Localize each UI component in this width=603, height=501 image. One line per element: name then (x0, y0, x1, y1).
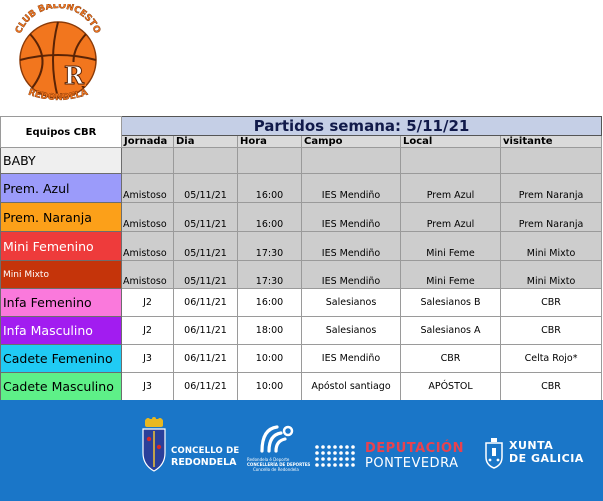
concello-line2: REDONDELA (171, 457, 237, 468)
logo-club-bottom-text: REDONDELA (26, 87, 90, 104)
dia-cell (174, 148, 238, 174)
deputacion-line1: DEPUTACIÓN (365, 441, 464, 456)
local-cell: Mini Feme (401, 232, 501, 261)
jornada-cell: Amistoso (122, 232, 174, 261)
visitante-cell (501, 148, 602, 174)
visitante-cell: CBR (501, 289, 602, 317)
dia-cell: 05/11/21 (174, 261, 238, 289)
campo-cell (302, 148, 401, 174)
campo-cell: Salesianos (302, 317, 401, 345)
dia-cell: 05/11/21 (174, 203, 238, 232)
visitante-cell: Mini Mixto (501, 232, 602, 261)
hora-cell (238, 148, 302, 174)
team-name-cell: Prem. Azul (1, 174, 122, 203)
deporte-line3: Concello de Redondela (253, 467, 299, 472)
teams-header: Equipos CBR (1, 117, 122, 148)
dia-cell: 06/11/21 (174, 373, 238, 401)
jornada-cell: Amistoso (122, 203, 174, 232)
local-cell: Salesianos B (401, 289, 501, 317)
team-name-cell: Mini Femenino (1, 232, 122, 261)
concello-line1: CONCELLO DE (171, 446, 240, 456)
table-row (1, 289, 602, 317)
campo-cell: Apóstol santiago (302, 373, 401, 401)
visitante-cell: Prem Naranja (501, 203, 602, 232)
jornada-cell: J3 (122, 373, 174, 401)
campo-cell: IES Mendiño (302, 203, 401, 232)
sponsor-footer (0, 400, 603, 501)
coat-of-arms-icon (141, 417, 167, 475)
local-cell: Prem Azul (401, 203, 501, 232)
table-row (1, 317, 602, 345)
deporte-line2: CONCELLERÍA DE DEPORTES (247, 462, 311, 467)
visitante-cell: CBR (501, 373, 602, 401)
basketball-logo-icon (4, 4, 112, 112)
dia-cell: 05/11/21 (174, 174, 238, 203)
hora-cell: 10:00 (238, 373, 302, 401)
team-name-cell: Infa Femenino (1, 289, 122, 317)
col-campo: Campo (302, 136, 401, 148)
campo-cell: IES Mendiño (302, 345, 401, 373)
table-row (1, 174, 602, 203)
team-name-cell: Cadete Femenino (1, 345, 122, 373)
table-row (1, 261, 602, 289)
hora-cell: 17:30 (238, 232, 302, 261)
jornada-cell: J2 (122, 317, 174, 345)
hora-cell: 10:00 (238, 345, 302, 373)
col-jornada: Jornada (122, 136, 174, 148)
jornada-cell (122, 148, 174, 174)
local-cell (401, 148, 501, 174)
team-name-cell: BABY (1, 148, 122, 174)
table-row (1, 203, 602, 232)
hora-cell: 16:00 (238, 174, 302, 203)
hora-cell: 16:00 (238, 289, 302, 317)
table-row (1, 148, 602, 174)
xunta-shield-icon (484, 437, 504, 469)
schedule-table (0, 116, 602, 401)
col-dia: Dia (174, 136, 238, 148)
dia-cell: 06/11/21 (174, 345, 238, 373)
visitante-cell: Celta Rojo* (501, 345, 602, 373)
hora-cell: 16:00 (238, 203, 302, 232)
dia-cell: 05/11/21 (174, 232, 238, 261)
jornada-cell: Amistoso (122, 174, 174, 203)
campo-cell: IES Mendiño (302, 261, 401, 289)
dia-cell: 06/11/21 (174, 289, 238, 317)
team-name-cell: Mini Mixto (1, 261, 122, 289)
local-cell: CBR (401, 345, 501, 373)
team-name-cell: Prem. Naranja (1, 203, 122, 232)
table-row (1, 345, 602, 373)
hora-cell: 18:00 (238, 317, 302, 345)
page-title: Partidos semana: 5/11/21 (122, 117, 602, 136)
title-row (1, 117, 602, 136)
xunta-line2: DE GALICIA (509, 452, 584, 465)
logo-club-top-text: CLUB BALONCESTO (14, 4, 102, 36)
club-logo (4, 4, 112, 112)
campo-cell: IES Mendiño (302, 232, 401, 261)
deporte-logo-icon (259, 423, 295, 455)
dia-cell: 06/11/21 (174, 317, 238, 345)
campo-cell: Salesianos (302, 289, 401, 317)
deputacion-line2: PONTEVEDRA (365, 456, 459, 471)
local-cell: Mini Feme (401, 261, 501, 289)
jornada-cell: J3 (122, 345, 174, 373)
local-cell: APÓSTOL (401, 373, 501, 401)
team-name-cell: Cadete Masculino (1, 373, 122, 401)
team-name-cell: Infa Masculino (1, 317, 122, 345)
campo-cell: IES Mendiño (302, 174, 401, 203)
visitante-cell: Prem Naranja (501, 174, 602, 203)
jornada-cell: Amistoso (122, 261, 174, 289)
xunta-line1: XUNTA (509, 439, 554, 452)
table-row (1, 232, 602, 261)
jornada-cell: J2 (122, 289, 174, 317)
hora-cell: 17:30 (238, 261, 302, 289)
table-row (1, 373, 602, 401)
visitante-cell: CBR (501, 317, 602, 345)
deporte-line1: Redondela é Deporte (247, 457, 290, 462)
deputacion-dots-icon (313, 443, 361, 469)
logo-monogram: R (64, 61, 84, 90)
local-cell: Prem Azul (401, 174, 501, 203)
col-local: Local (401, 136, 501, 148)
local-cell: Salesianos A (401, 317, 501, 345)
col-hora: Hora (238, 136, 302, 148)
visitante-cell: Mini Mixto (501, 261, 602, 289)
col-visitante: visitante (501, 136, 602, 148)
